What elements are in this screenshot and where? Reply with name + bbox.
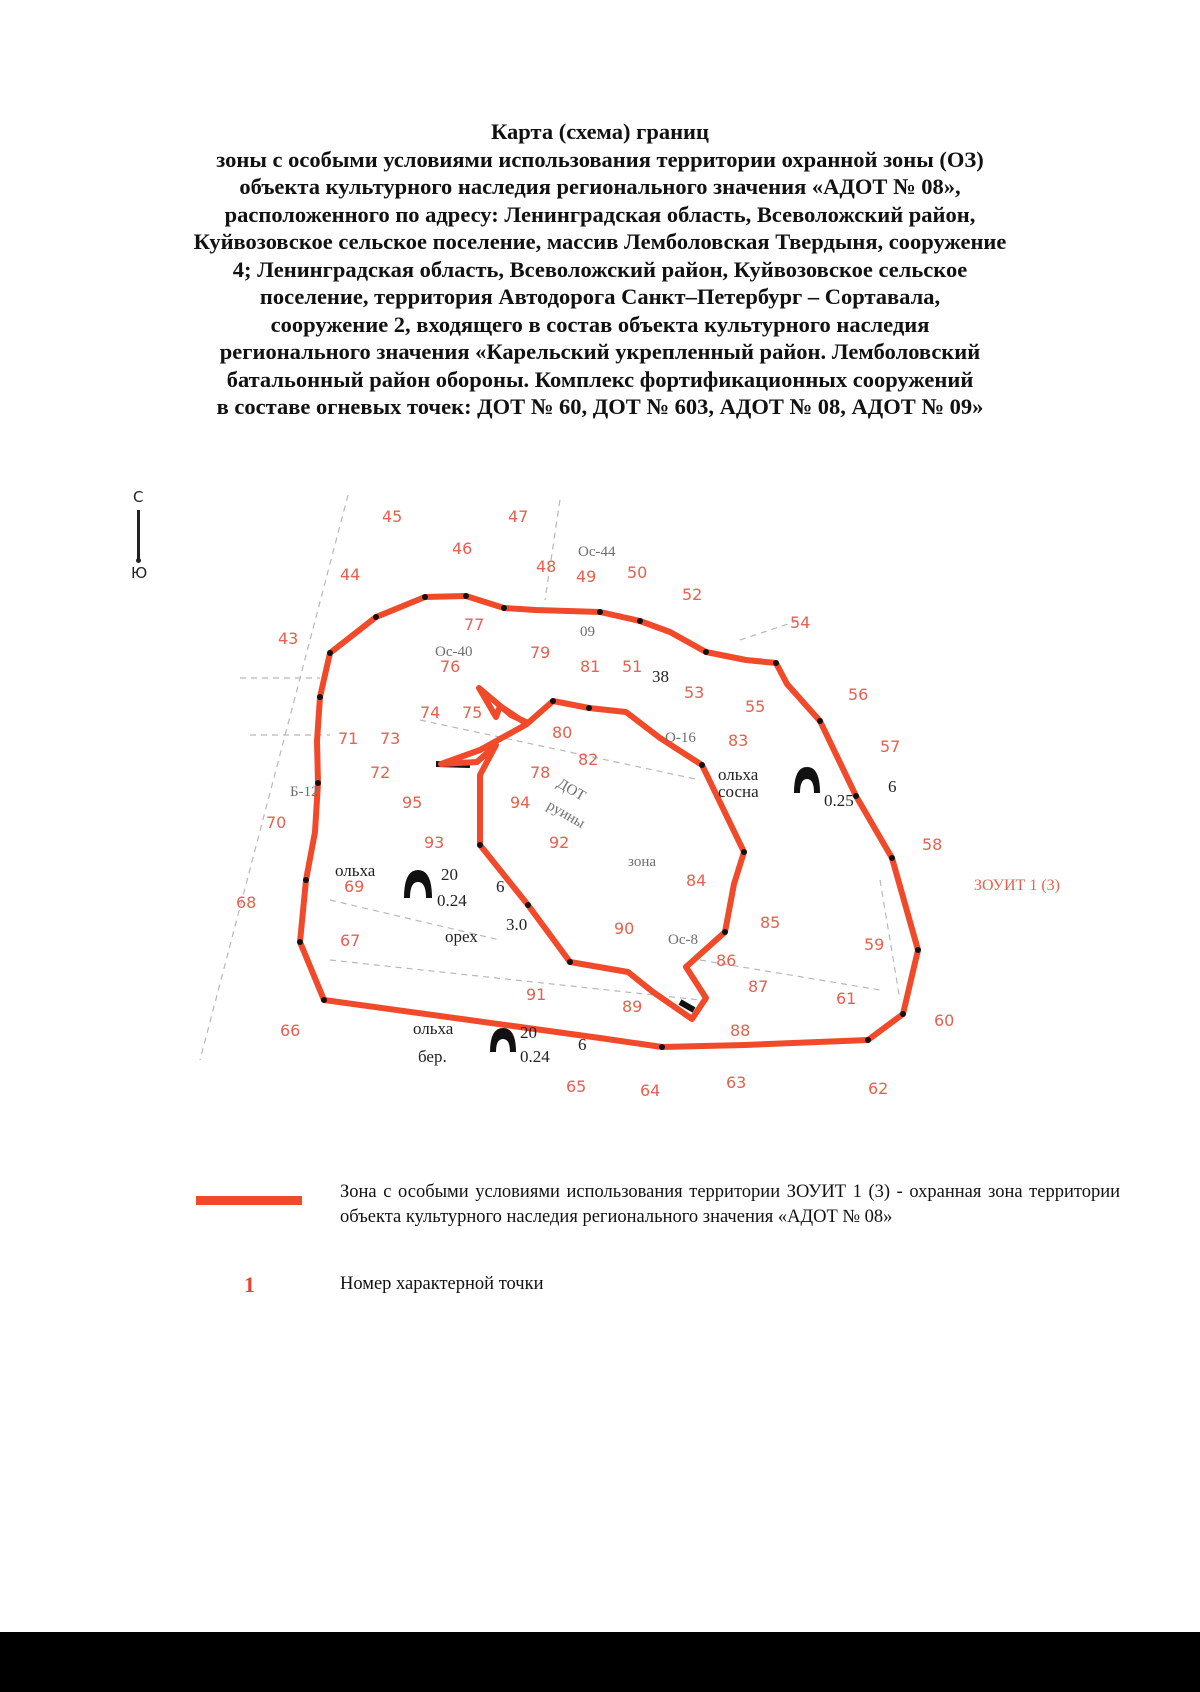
map-label: 0.24 — [520, 1047, 550, 1066]
point-number: 56 — [848, 685, 869, 704]
dot-structure — [436, 764, 694, 1010]
point-number: 67 — [340, 931, 361, 950]
title-line: в составе огневых точек: ДОТ № 60, ДОТ № 603, АДОТ № 08, АДОТ № 09» — [216, 394, 984, 419]
title-line: Куйвозовское сельское поселение, массив Лемболовская Твердыня, сооружение — [193, 229, 1007, 254]
point-number: 80 — [552, 723, 573, 742]
point-number-swatch: 1 — [244, 1272, 255, 1297]
point-number: 89 — [622, 997, 643, 1016]
point-number: 74 — [420, 703, 441, 722]
point-number: 49 — [576, 567, 597, 586]
map-label: зона — [628, 854, 657, 870]
compass-north-label: С — [133, 488, 144, 506]
point-number: 93 — [424, 833, 445, 852]
point-number: 44 — [340, 565, 361, 584]
point-number: 55 — [745, 697, 766, 716]
point-number: 72 — [370, 763, 391, 782]
point-number: 45 — [382, 507, 403, 526]
title-line: регионального значения «Карельский укрепленный район. Лемболовский — [219, 339, 981, 364]
map-label: 6 — [578, 1035, 587, 1054]
point-number: 92 — [549, 833, 570, 852]
point-number: 50 — [627, 563, 648, 582]
legend-item-point — [190, 1272, 1120, 1302]
point-number: 76 — [440, 657, 461, 676]
map-label: 3.0 — [506, 915, 528, 934]
map-label: Б-12 — [290, 784, 319, 800]
point-number: 65 — [566, 1077, 587, 1096]
map-label: ольха — [718, 765, 759, 784]
point-number: 70 — [266, 813, 287, 832]
point-number: 90 — [614, 919, 635, 938]
legend-point-text: Номер характерной точки — [340, 1274, 544, 1294]
map-label: О-16 — [665, 730, 696, 746]
point-number: 71 — [338, 729, 359, 748]
point-number: 87 — [748, 977, 769, 996]
point-number: 81 — [580, 657, 601, 676]
title-line: 4; Ленинградская область, Всеволожский район, Куйвозовское сельское — [232, 256, 968, 282]
point-number: 47 — [508, 507, 529, 526]
point-number: 53 — [684, 683, 705, 702]
point-number: 69 — [344, 877, 365, 896]
map-label: сосна — [718, 782, 759, 801]
point-number: 48 — [536, 557, 557, 576]
map-label: 0.25 — [824, 791, 854, 810]
map-label: 09 — [580, 624, 595, 640]
compass-south-label: Ю — [131, 564, 148, 582]
zone-map — [0, 480, 1200, 1120]
point-number: 88 — [730, 1021, 751, 1040]
map-label: ДОТ — [554, 775, 589, 805]
map-label: 6 — [496, 877, 505, 896]
point-number: 77 — [464, 615, 485, 634]
point-number: 73 — [380, 729, 401, 748]
map-label: Ос-8 — [668, 932, 698, 948]
map-label: ольха — [335, 861, 376, 880]
point-number: 58 — [922, 835, 943, 854]
point-number: 75 — [462, 703, 483, 722]
point-number: 63 — [726, 1073, 747, 1092]
point-number: 51 — [622, 657, 643, 676]
point-number: 61 — [836, 989, 857, 1008]
title-line: объекта культурного наследия регионального значения «АДОТ № 08», — [239, 174, 961, 199]
title-line: поселение, территория Автодорога Санкт–Петербург – Сортавала, — [259, 284, 941, 309]
point-number: 94 — [510, 793, 531, 812]
point-number: 57 — [880, 737, 901, 756]
legend-item-zone — [190, 1180, 1120, 1270]
title-line: расположенного по адресу: Ленинградская область, Всеволожский район, — [224, 201, 976, 227]
map-label: 38 — [652, 667, 669, 686]
title-line: Карта (схема) границ — [491, 119, 709, 144]
map-label: руины — [544, 797, 588, 832]
point-number: 79 — [530, 643, 551, 662]
point-number: 91 — [526, 985, 547, 1004]
point-number: 68 — [236, 893, 257, 912]
scan-footer-band — [0, 1632, 1200, 1692]
point-number: 62 — [868, 1079, 889, 1098]
title-line: зоны с особыми условиями использования территории охранной зоны (ОЗ) — [216, 146, 984, 172]
map-label: ольха — [413, 1019, 454, 1038]
map-title — [100, 118, 1100, 421]
zone-label: ЗОУИТ 1 (3) — [974, 877, 1060, 894]
point-number: 52 — [682, 585, 703, 604]
map-label: орех — [445, 927, 478, 946]
point-number: 59 — [864, 935, 885, 954]
map-label: 20 — [520, 1023, 537, 1042]
map-label: 20 — [441, 865, 458, 884]
inner-zone-boundary — [441, 688, 744, 1019]
map-label: Ос-40 — [435, 644, 473, 660]
title-line: сооружение 2, входящего в состав объекта культурного наследия — [270, 311, 930, 337]
point-number: 43 — [278, 629, 299, 648]
point-number: 85 — [760, 913, 781, 932]
title-line: батальонный район обороны. Комплекс фортификационных сооружений — [226, 366, 974, 392]
point-number: 54 — [790, 613, 811, 632]
map-label: 6 — [888, 777, 897, 796]
point-number: 82 — [578, 750, 599, 769]
point-number: 60 — [934, 1011, 955, 1030]
point-number: 83 — [728, 731, 749, 750]
map-label: Ос-44 — [578, 544, 616, 560]
point-number: 84 — [686, 871, 707, 890]
vertex-markers — [297, 593, 921, 1050]
point-number: 66 — [280, 1021, 301, 1040]
point-number: 78 — [530, 763, 551, 782]
point-number: 46 — [452, 539, 473, 558]
legend-zone-text: Зона с особыми условиями использования территории ЗОУИТ 1 (3) - охранная зона территории объекта культурного наследия регионального значения «АДОТ № 08» — [340, 1182, 1120, 1227]
outer-zone-boundary — [300, 596, 918, 1047]
point-number: 64 — [640, 1081, 661, 1100]
map-label: 0.24 — [437, 891, 467, 910]
zone-line-swatch — [196, 1196, 302, 1205]
map-label: бер. — [418, 1047, 447, 1066]
point-number: 95 — [402, 793, 423, 812]
point-number: 86 — [716, 951, 737, 970]
